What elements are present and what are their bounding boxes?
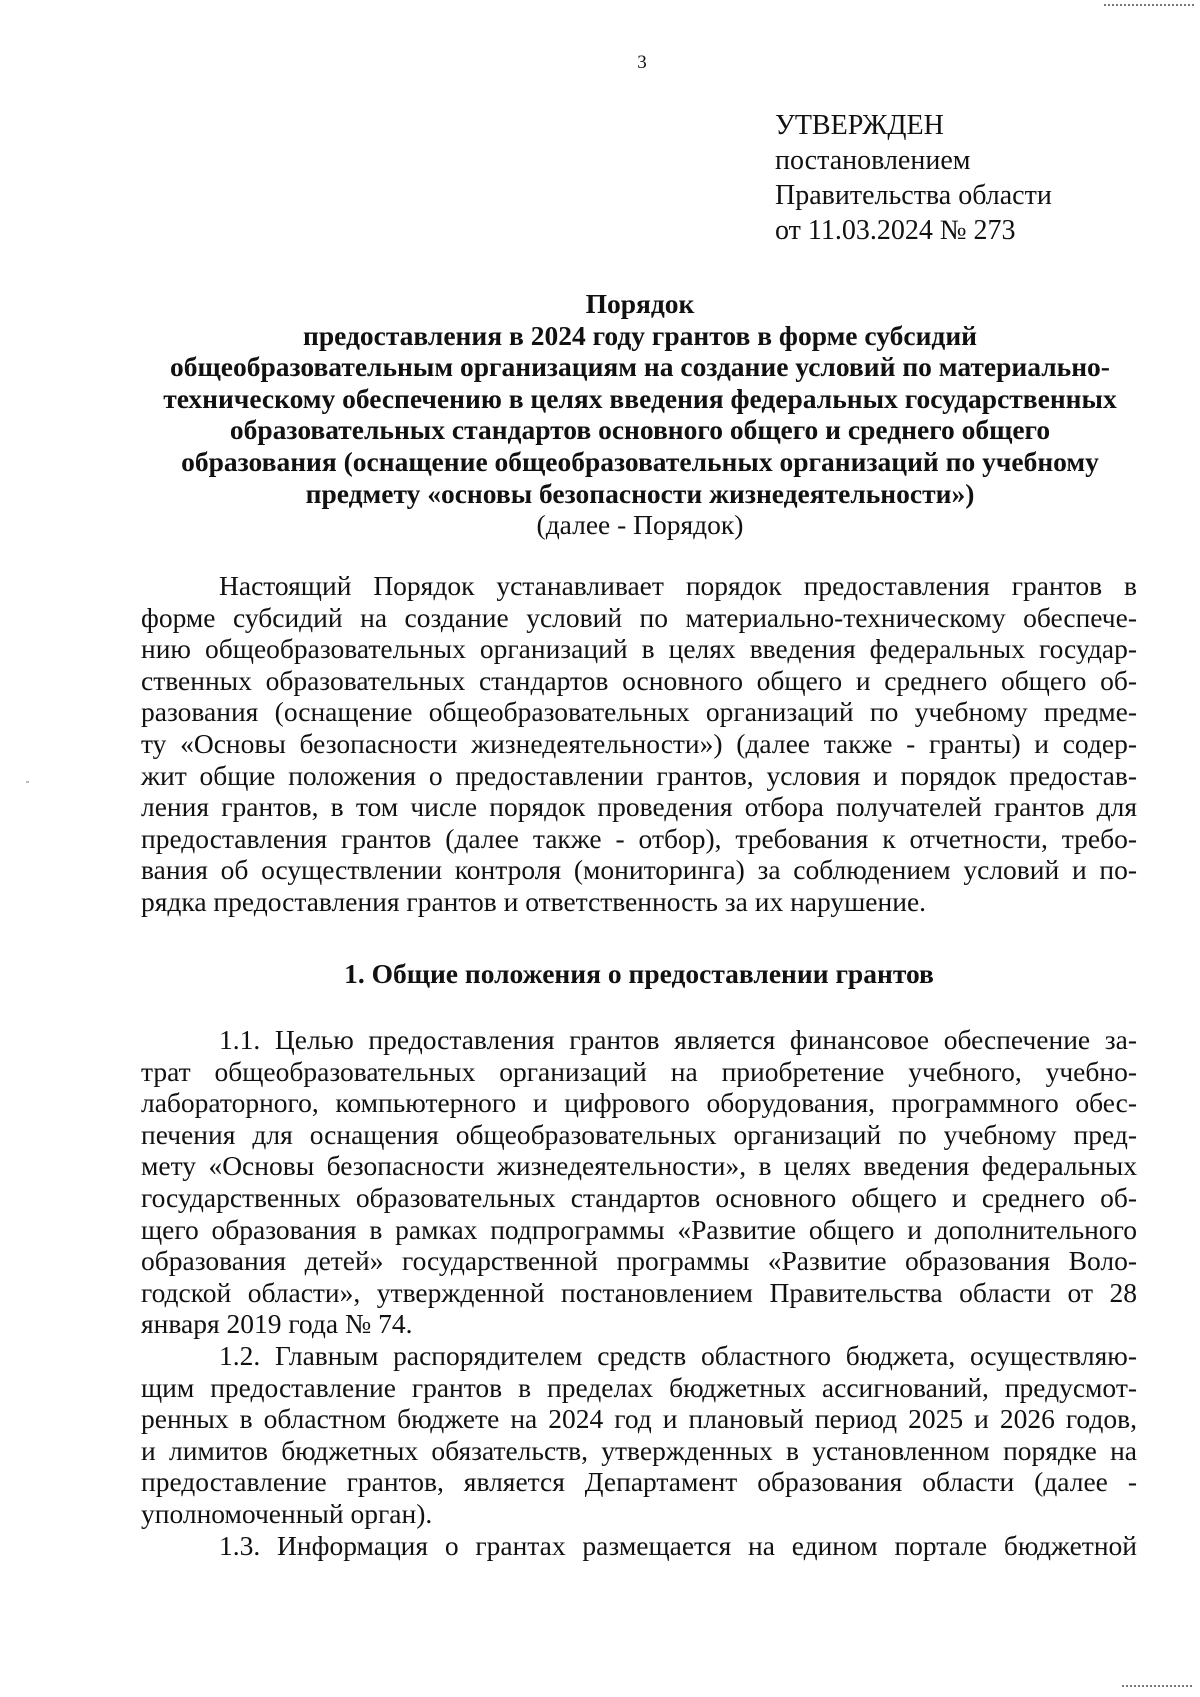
paragraph-line: мету «Основы безопасности жизнедеятельности», в целях введения федеральных: [141, 1150, 1137, 1182]
approval-line: Правительства области: [775, 180, 1052, 211]
paragraph-line: нию общеобразовательных организаций в целях введения федеральных государ-: [141, 633, 1137, 665]
paragraph-line: рядка предоставления грантов и ответственность за их нарушение.: [141, 885, 927, 917]
title-line: техническому обеспечению в целях введения федеральных государственных: [163, 382, 1117, 414]
title-note: (далее - Порядок): [536, 509, 744, 541]
paragraph-line: государственных образовательных стандартов основного общего и среднего об-: [141, 1181, 1137, 1213]
paragraph-line: 1.1. Целью предоставления грантов является финансовое обеспечение за-: [219, 1024, 1137, 1055]
title-line: образовательных стандартов основного общего и среднего общего: [229, 414, 1051, 446]
paragraph-line: щим предоставление грантов в пределах бюджетных ассигнований, предусмот-: [141, 1371, 1137, 1403]
paragraph-line: трат общеобразовательных организаций на приобретение учебного, учебно-: [141, 1055, 1137, 1087]
approval-stamp-block: [775, 108, 1052, 248]
paragraph-line: ственных образовательных стандартов основного общего и среднего общего об-: [141, 664, 1137, 696]
title-line: образования (оснащение общеобразовательных организаций по учебному: [181, 445, 1099, 477]
paragraph-line: ления грантов, в том числе порядок проведения отбора получателей грантов для: [141, 791, 1137, 823]
approval-line: постановлением: [775, 145, 971, 176]
title-line: Порядок: [585, 288, 695, 319]
paragraph-line: Настоящий Порядок устанавливает порядок предоставления грантов в: [219, 570, 1137, 601]
paragraph-line: разования (оснащение общеобразовательных организаций по учебному предме-: [141, 696, 1137, 728]
page-number: 3: [637, 52, 647, 73]
intro-paragraph: [141, 570, 1137, 918]
paragraph-line: уполномоченный орган).: [141, 1497, 433, 1529]
paragraph-line: лабораторного, компьютерного и цифрового оборудования, программного обес-: [141, 1087, 1137, 1119]
paragraph-line: годской области», утвержденной постановлением Правительства области от 28: [141, 1276, 1137, 1308]
approval-line: УТВЕРЖДЕН: [775, 110, 944, 141]
paragraph-line: ту «Основы безопасности жизнедеятельности») (далее также - гранты) и содер-: [141, 727, 1137, 759]
title-line: предоставления в 2024 году грантов в форме субсидий: [302, 319, 978, 351]
paragraph-line: 1.3. Информация о грантах размещается на едином портале бюджетной: [219, 1529, 1137, 1561]
paragraph-line: 1.2. Главным распорядителем средств областного бюджета, осуществляю-: [219, 1339, 1137, 1371]
paragraph-line: предоставления грантов (далее также - отбор), требования к отчетности, требо-: [141, 822, 1137, 854]
approval-line: от 11.03.2024 № 273: [775, 215, 1016, 246]
paragraph-line: ренных в областном бюджете на 2024 год и плановый период 2025 и 2026 годов,: [141, 1403, 1137, 1435]
scan-margin-speck: [26, 781, 29, 783]
paragraph-line: образования детей» государственной программы «Развитие образования Воло-: [141, 1245, 1137, 1277]
document-title: [130, 288, 1150, 541]
paragraph-line: и лимитов бюджетных обязательств, утвержденных в установленном порядке на: [141, 1434, 1137, 1466]
title-line: предмету «основы безопасности жизнедеятельности»): [305, 477, 975, 509]
paragraph-line: вания об осуществлении контроля (мониторинга) за соблюдением условий и по-: [141, 854, 1137, 886]
paragraph-line: предоставление грантов, является Департамент образования области (далее -: [141, 1466, 1137, 1498]
paragraph-line: печения для оснащения общеобразовательных организаций по учебному пред-: [141, 1118, 1137, 1150]
section-1-body: [141, 1024, 1137, 1561]
title-line: общеобразовательным организациям на создание условий по материально-: [170, 351, 1110, 383]
paragraph-line: щего образования в рамках подпрограммы «Развитие общего и дополнительного: [141, 1213, 1137, 1245]
paragraph-line: форме субсидий на создание условий по материально-техническому обеспече-: [141, 601, 1137, 633]
paragraph-line: января 2019 года № 74.: [141, 1308, 413, 1340]
section-heading: 1. Общие положения о предоставлении грантов: [344, 958, 934, 989]
paragraph-line: жит общие положения о предоставлении грантов, условия и порядок предостав-: [141, 759, 1137, 791]
scan-edge-mark-top: [1104, 0, 1194, 6]
scan-edge-mark-bottom: [1122, 1681, 1192, 1687]
